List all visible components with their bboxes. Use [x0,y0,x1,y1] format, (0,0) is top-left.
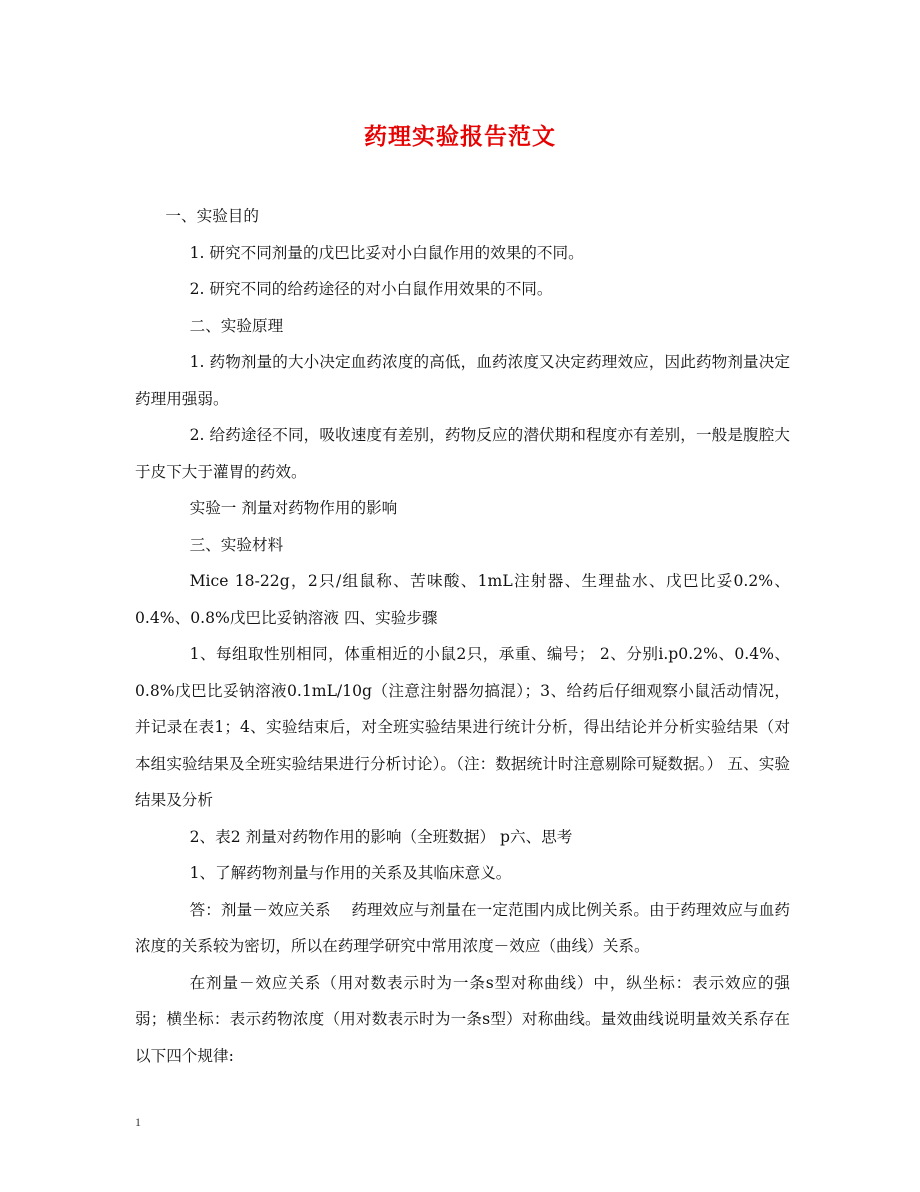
paragraph: 1、每组取性别相同，体重相近的小鼠2只，承重、编号； 2、分别i.p0.2%、0.4%、0.8%戊巴比妥钠溶液0.1mL/10g（注意注射器勿搞混）；3、给药后仔细观察小鼠活动情况，并记录在表1；4、实验结束后，对全班实验结果进行统计分析，得出结论并分析实验结果（对本组实验结果及全班实验结果进行分析讨论）。（注：数据统计时注意剔除可疑数据。） 五、实验结果及分析 [135,645,790,809]
document-body [135,198,790,1074]
page-number: 1 [135,1115,141,1129]
paragraph: 在剂量－效应关系（用对数表示时为一条s型对称曲线）中，纵坐标：表示效应的强弱；横坐标：表示药物浓度（用对数表示时为一条s型）对称曲线。量效曲线说明量效关系存在以下四个规律: [135,973,790,1065]
paragraph: 实验一 剂量对药物作用的影响 [189,499,398,517]
paragraph: 2. 研究不同的给药途径的对小白鼠作用效果的不同。 [189,280,553,298]
paragraph: Mice 18-22g，2只/组鼠称、苦味酸、1mL注射器、生理盐水、戊巴比妥0.2%、0.4%、0.8%戊巴比妥钠溶液 四、实验步骤 [135,572,790,627]
document-title: 药理实验报告范文 [364,123,556,150]
paragraph: 1. 药物剂量的大小决定血药浓度的高低，血药浓度又决定药理效应，因此药物剂量决定药理用强弱。 [135,353,790,408]
paragraph: 三、实验材料 [189,535,284,554]
paragraph: 1. 研究不同剂量的戊巴比妥对小白鼠作用的效果的不同。 [189,243,584,262]
paragraph: 1、了解药物剂量与作用的关系及其临床意义。 [189,864,512,882]
paragraph: 二、实验原理 [189,316,284,335]
paragraph: 2、表2 剂量对药物作用的影响（全班数据） p六、思考 [189,827,573,846]
paragraph: 答：剂量－效应关系 药理效应与剂量在一定范围内成比例关系。由于药理效应与血药浓度的关系较为密切，所以在药理学研究中常用浓度－效应（曲线）关系。 [135,900,790,955]
paragraph: 2. 给药途径不同，吸收速度有差别，药物反应的潜伏期和程度亦有差别，一般是腹腔大于皮下大于灌胃的药效。 [135,426,790,481]
paragraph: 一、实验目的 [165,207,259,225]
